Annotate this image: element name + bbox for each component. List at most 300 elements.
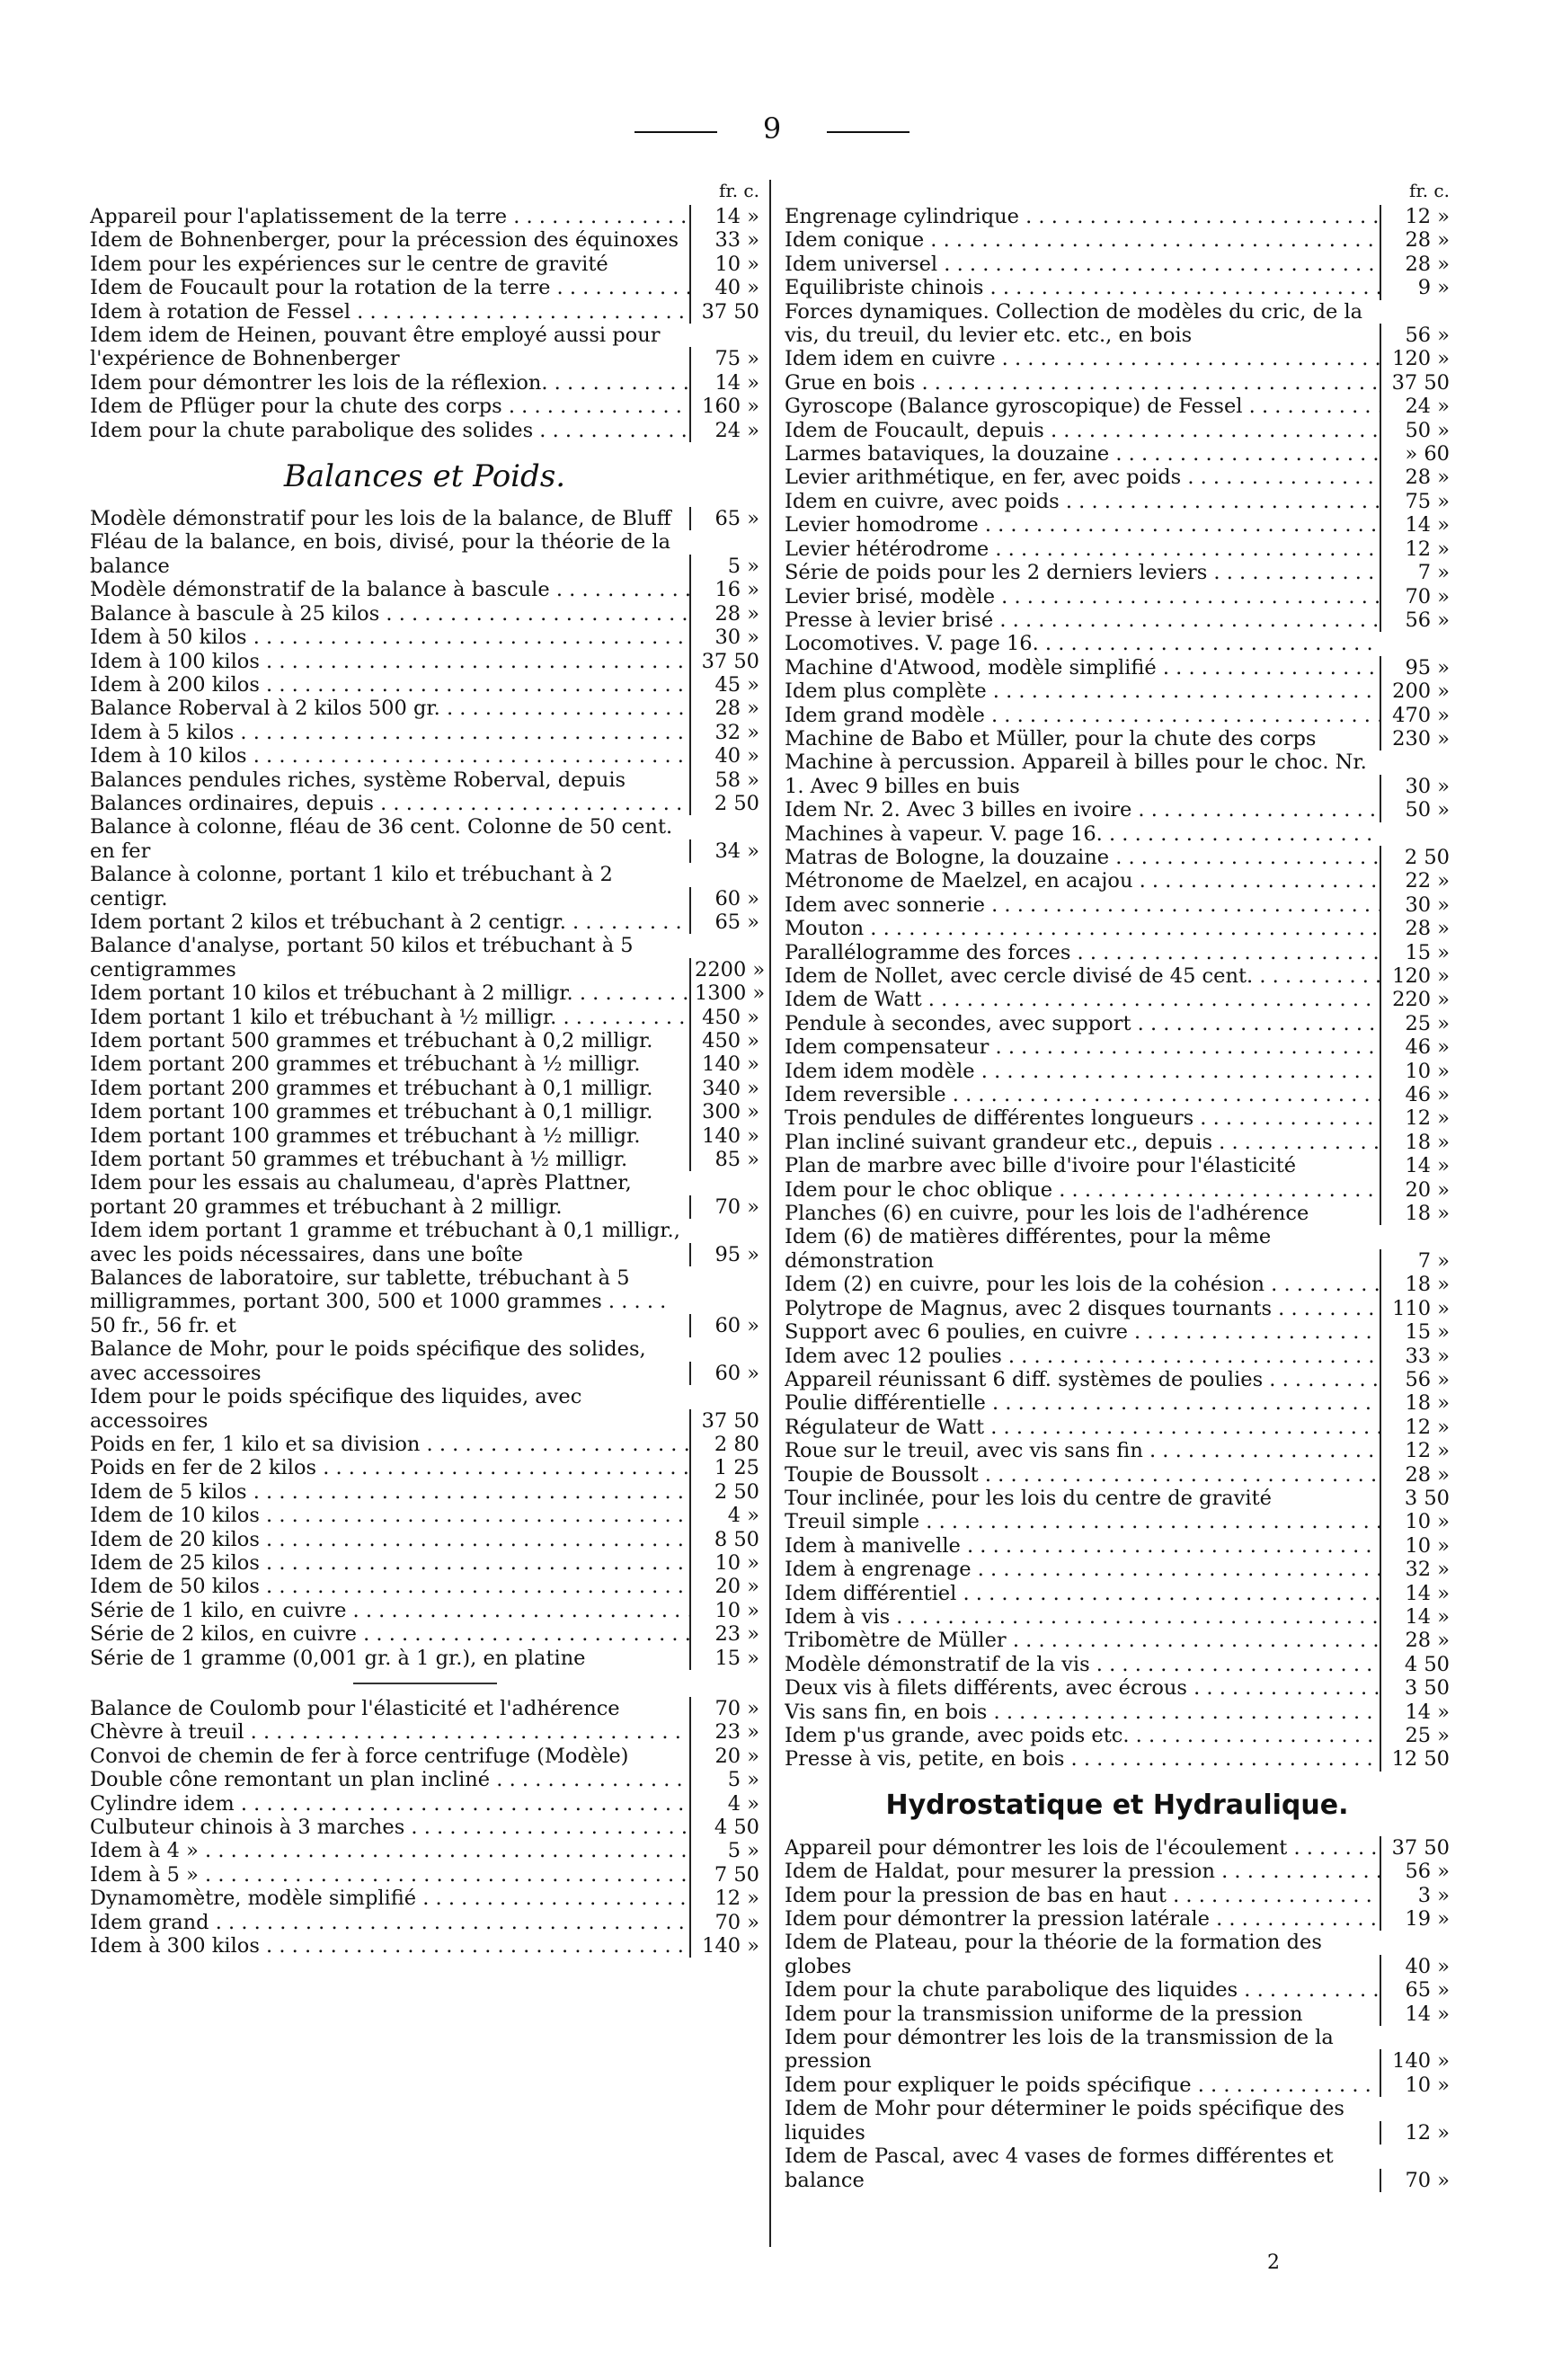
entry-price: 95 » [1380, 656, 1450, 679]
catalog-entry [90, 1219, 759, 1266]
entry-description: Idem à 4 » . . . [90, 1839, 689, 1862]
entry-description: Levier homodrome . . . [785, 513, 1380, 537]
entry-price: 24 » [1380, 395, 1450, 418]
entry-price: 28 » [689, 602, 759, 626]
catalog-entry [90, 1551, 759, 1575]
entry-price: 5 » [689, 1768, 759, 1791]
entry-description: Grue en bois . . . [785, 371, 1380, 395]
entry-description: Culbuteur chinois à 3 marches . . . [90, 1816, 689, 1839]
catalog-entry [90, 300, 759, 324]
entry-description: Idem grand modèle . . . [785, 704, 1380, 727]
entry-price: 46 » [1380, 1083, 1450, 1106]
catalog-entry [90, 1768, 759, 1791]
entry-description: Idem idem modèle . . . [785, 1060, 1380, 1083]
entry-price: 25 » [1380, 1724, 1450, 1747]
entry-price: 28 » [1380, 466, 1450, 489]
catalog-entry [90, 792, 759, 815]
entry-description: Planches (6) en cuivre, pour les lois de l'adhérence [785, 1202, 1309, 1226]
catalog-entry [785, 1297, 1450, 1320]
entry-price: 14 » [1380, 1154, 1450, 1177]
entry-price: 22 » [1380, 869, 1450, 892]
entry-price: 65 » [1380, 1978, 1450, 2002]
entry-description: Idem de 20 kilos . . . [90, 1528, 689, 1551]
entry-price: 56 » [1380, 608, 1450, 632]
entry-price: 37 50 [689, 650, 759, 673]
entry-price: 2200 » [689, 958, 759, 981]
entry-description: Idem à 200 kilos . . . [90, 673, 689, 697]
entry-description: Idem p'us grande, avec poids etc. . . . [785, 1724, 1380, 1747]
entry-description: Double cône remontant un plan incliné . . . [90, 1768, 689, 1791]
catalog-entry [785, 1154, 1450, 1177]
catalog-entry [785, 371, 1450, 395]
catalog-entry [90, 253, 759, 276]
catalog-entry [785, 893, 1450, 917]
catalog-entry [785, 1605, 1450, 1629]
entry-price: 45 » [689, 673, 759, 697]
catalog-entry [785, 205, 1450, 228]
catalog-entry [90, 276, 759, 299]
entry-description: Idem grand . . . [90, 1911, 689, 1934]
catalog-entry [90, 1504, 759, 1527]
entry-price: 12 » [1380, 1106, 1450, 1130]
catalog-entry [785, 1060, 1450, 1083]
entry-price: 2 80 [689, 1433, 759, 1456]
catalog-entry [785, 228, 1450, 252]
entry-price: 2 50 [689, 1480, 759, 1504]
entry-description: Appareil réunissant 6 diff. systèmes de poulies . . . [785, 1368, 1380, 1391]
entry-description: Idem pour le choc oblique . . . [785, 1178, 1380, 1202]
catalog-entry [90, 673, 759, 697]
entry-description: Modèle démonstratif de la vis . . . [785, 1653, 1380, 1676]
catalog-entry [90, 507, 759, 530]
entry-description: Idem plus complète . . . [785, 679, 1380, 703]
catalog-entry [785, 1860, 1450, 1883]
catalog-entry [785, 869, 1450, 892]
entry-price: 37 50 [689, 300, 759, 324]
entry-price: 37 50 [689, 1409, 759, 1433]
entry-description: Idem à vis . . . [785, 1605, 1380, 1629]
entries-group [90, 205, 759, 442]
entry-price: 340 » [689, 1077, 759, 1100]
catalog-entry [90, 1480, 759, 1504]
catalog-entry [90, 721, 759, 744]
entry-price: 32 » [1380, 1558, 1450, 1581]
entry-price: 25 » [1380, 1012, 1450, 1035]
entry-description: Machines à vapeur. V. page 16. . . . [785, 822, 1380, 846]
entry-description: Machine de Babo et Müller, pour la chute des corps [785, 726, 1317, 750]
entry-price: 20 » [689, 1745, 759, 1768]
entry-description: Idem de Foucault pour la rotation de la terre . . . [90, 276, 689, 299]
entry-description: Idem à 10 kilos . . . [90, 744, 689, 768]
catalog-entry [785, 941, 1450, 964]
catalog-entry [785, 1178, 1450, 1202]
catalog-entry [785, 1724, 1450, 1747]
entry-price: 18 » [1380, 1391, 1450, 1415]
entry-description: Idem à manivelle . . . [785, 1534, 1380, 1558]
entry-description: Presse à vis, petite, en bois . . . [785, 1747, 1380, 1771]
entry-description: Idem pour les expériences sur le centre de gravité [90, 252, 608, 276]
catalog-entry [90, 1100, 759, 1123]
catalog-entry [90, 744, 759, 768]
entry-description: Modèle démonstratif pour les lois de la balance, de Bluff [90, 507, 671, 531]
entry-price: 12 » [689, 1887, 759, 1910]
catalog-entry [90, 228, 759, 252]
entry-price: 28 » [689, 697, 759, 720]
entry-price: 23 » [689, 1622, 759, 1646]
entry-description: Machine d'Atwood, modèle simplifié . . . [785, 656, 1380, 679]
entry-description: Idem de Foucault, depuis . . . [785, 419, 1380, 442]
entry-price: 12 » [1380, 205, 1450, 228]
entry-price: 230 » [1380, 727, 1450, 750]
catalog-entry [90, 324, 759, 371]
catalog-entry [785, 1439, 1450, 1462]
entry-price: 1300 » [689, 981, 759, 1005]
catalog-entry [785, 846, 1450, 869]
entry-price: 12 » [1380, 1416, 1450, 1439]
entry-description: Idem à 50 kilos . . . [90, 626, 689, 649]
entry-price: 28 » [1380, 228, 1450, 252]
entry-description: Machine à percussion. Appareil à billes pour le choc. Nr. 1. Avec 9 billes en buis [785, 750, 1367, 798]
catalog-entry [90, 1720, 759, 1744]
catalog-entry [90, 1433, 759, 1456]
catalog-entry [785, 276, 1450, 299]
entry-price: 4 50 [1380, 1653, 1450, 1676]
entry-price: 65 » [689, 507, 759, 530]
entry-price: 23 » [689, 1720, 759, 1744]
entry-price: 12 » [1380, 537, 1450, 561]
catalog-entry [90, 650, 759, 673]
entry-price: 40 » [689, 276, 759, 299]
catalog-entry [90, 981, 766, 1006]
entry-price: 18 » [1380, 1131, 1450, 1154]
entry-price: 28 » [1380, 1629, 1450, 1652]
entry-price: 5 » [689, 1839, 759, 1862]
entry-description: Idem portant 100 grammes et trébuchant à 0,1 milligr. [90, 1100, 653, 1124]
catalog-entry [785, 798, 1450, 821]
entry-price: 140 » [689, 1934, 759, 1958]
entry-description: Levier brisé, modèle . . . [785, 585, 1380, 608]
entry-description: Idem de 10 kilos . . . [90, 1504, 689, 1527]
entry-price: 33 » [1380, 1345, 1450, 1368]
entry-price: 12 50 [1380, 1747, 1450, 1771]
entry-price: 4 » [689, 1504, 759, 1527]
entry-description: Idem portant 2 kilos et trébuchant à 2 centigr. . . . [90, 910, 689, 934]
catalog-entry [90, 1456, 759, 1479]
catalog-entry [785, 1884, 1450, 1907]
entry-price: 14 » [689, 205, 759, 228]
entry-price: » 60 [1380, 442, 1450, 466]
entry-price: 70 » [689, 1195, 759, 1219]
page-number-rule-right [827, 131, 910, 133]
entry-price: 70 » [689, 1697, 759, 1720]
entry-description: Idem reversible . . . [785, 1083, 1380, 1106]
entry-description: Idem de Pflüger pour la chute des corps . . . [90, 395, 689, 418]
catalog-entry [90, 697, 759, 720]
catalog-entry [785, 656, 1450, 679]
entry-price: 7 50 [689, 1863, 759, 1887]
entry-price: 58 » [689, 768, 759, 792]
catalog-entry [785, 1558, 1450, 1581]
entry-description: Balance d'analyse, portant 50 kilos et trébuchant à 5 centigrammes [90, 934, 634, 981]
catalog-entry [90, 1816, 759, 1839]
entries-group [90, 1697, 759, 1958]
catalog-entry [90, 1745, 759, 1768]
catalog-entry [785, 1035, 1450, 1059]
entry-description: Idem universel . . . [785, 253, 1380, 276]
entry-price: 140 » [689, 1124, 759, 1148]
catalog-entry [785, 1676, 1450, 1700]
catalog-entry [785, 1931, 1450, 1978]
catalog-entry [785, 1463, 1450, 1487]
entry-price: 160 » [689, 395, 759, 418]
entry-description: Idem portant 50 grammes et trébuchant à ½ milligr. [90, 1148, 628, 1172]
entry-description: Mouton . . . [785, 917, 1380, 940]
entry-description: Idem de Bohnenberger, pour la précession des équinoxes [90, 228, 679, 253]
catalog-entry [785, 1083, 1450, 1106]
entry-description: Equilibriste chinois . . . [785, 276, 1380, 299]
catalog-entry [90, 1385, 759, 1433]
catalog-entry [90, 1839, 759, 1862]
catalog-entry [90, 626, 759, 649]
catalog-entry [90, 1124, 759, 1148]
catalog-entry [785, 704, 1450, 727]
entry-description: Série de 1 kilo, en cuivre . . . [90, 1599, 689, 1622]
entry-price: 15 » [1380, 941, 1450, 964]
catalog-entry [785, 2026, 1450, 2074]
entry-description: Idem idem en cuivre . . . [785, 347, 1380, 370]
entry-price: 28 » [1380, 253, 1450, 276]
catalog-entry [90, 1575, 759, 1598]
entry-description: Idem de Mohr pour déterminer le poids spécifique des liquides [785, 2097, 1344, 2145]
entry-price: 140 » [1380, 2049, 1450, 2073]
entry-price: 8 50 [689, 1528, 759, 1551]
entry-price: 110 » [1380, 1297, 1450, 1320]
catalog-entry [785, 1653, 1450, 1676]
entry-description: Balances pendules riches, système Roberval, depuis [90, 768, 626, 792]
entry-description: Idem avec 12 poulies . . . [785, 1345, 1380, 1368]
catalog-entry [785, 1534, 1450, 1558]
currency-header: fr. c. [1408, 180, 1450, 201]
entry-description: Métronome de Maelzel, en acajou . . . [785, 869, 1380, 892]
entry-price: 50 » [1380, 419, 1450, 442]
catalog-entry [90, 602, 759, 626]
entry-price: 60 » [689, 1314, 759, 1337]
entry-price: 16 » [689, 578, 759, 601]
catalog-entry [785, 750, 1450, 798]
catalog-entry [785, 1106, 1450, 1130]
catalog-entry [785, 1391, 1450, 1415]
catalog-entry [785, 1978, 1450, 2002]
section-heading-balances: Balances et Poids. [283, 458, 566, 495]
entry-description: Balances de laboratoire, sur tablette, trébuchant à 5 milligrammes, portant 300, 500 et 1000 grammes . . . . . 50 fr., 56 fr. et [90, 1266, 667, 1337]
signature-mark: 2 [1267, 2251, 1280, 2274]
catalog-entry [90, 1911, 759, 1934]
catalog-entry [785, 395, 1450, 418]
catalog-entry [90, 1148, 759, 1171]
entry-description: Balances ordinaires, depuis . . . [90, 792, 689, 815]
entry-price: 10 » [1380, 1060, 1450, 1083]
entry-price: 140 » [689, 1052, 759, 1076]
entry-description: Vis sans fin, en bois . . . [785, 1701, 1380, 1724]
catalog-entry [785, 988, 1450, 1011]
catalog-entry [90, 815, 759, 863]
column-divider [769, 180, 771, 2247]
entry-description: Idem portant 10 kilos et trébuchant à 2 milligr. . . . [90, 981, 689, 1005]
entry-price: 75 » [1380, 490, 1450, 513]
entry-description: Série de poids pour les 2 derniers leviers . . . [785, 561, 1380, 584]
entry-description: Série de 2 kilos, en cuivre . . . [90, 1622, 689, 1646]
catalog-entry [785, 1510, 1450, 1533]
entry-description: Idem pour la transmission uniforme de la pression [785, 2002, 1303, 2026]
catalog-entry [90, 1599, 759, 1622]
entry-description: Idem à 5 » . . . [90, 1863, 689, 1887]
catalog-entry [90, 1077, 759, 1100]
entry-description: Roue sur le treuil, avec vis sans fin . . . [785, 1439, 1380, 1462]
entry-price: 14 » [689, 371, 759, 395]
entry-description: Support avec 6 poulies, en cuivre . . . [785, 1320, 1380, 1344]
catalog-entry [785, 727, 1450, 750]
entry-price: 14 » [1380, 1701, 1450, 1724]
entry-description: Idem à engrenage . . . [785, 1558, 1380, 1581]
catalog-entry [90, 1887, 759, 1910]
entry-description: Levier arithmétique, en fer, avec poids . . . [785, 466, 1380, 489]
catalog-entry [785, 1273, 1450, 1296]
entry-description: Idem compensateur . . . [785, 1035, 1380, 1059]
entry-description: Cylindre idem . . . [90, 1792, 689, 1816]
catalog-entry [785, 442, 1450, 466]
catalog-entry [785, 1487, 1450, 1510]
entry-price: 2 50 [689, 792, 759, 815]
entry-price: 70 » [689, 1911, 759, 1934]
catalog-entry [90, 1863, 759, 1887]
catalog-entry [90, 1171, 759, 1219]
entry-price: 24 » [689, 419, 759, 442]
entry-price: 4 50 [689, 1816, 759, 1839]
entry-description: Idem portant 100 grammes et trébuchant à ½ milligr. [90, 1123, 641, 1148]
entry-description: Idem de 50 kilos . . . [90, 1575, 689, 1598]
entry-description: Idem à rotation de Fessel . . . [90, 300, 689, 324]
catalog-entry [785, 1701, 1450, 1724]
entry-description: Idem avec sonnerie . . . [785, 893, 1380, 917]
entry-description: Forces dynamiques. Collection de modèles du cric, de la vis, du treuil, du levier etc. etc., en bois [785, 299, 1363, 348]
catalog-entry [90, 1697, 759, 1720]
catalog-entry [785, 1907, 1450, 1931]
entry-description: Idem de Haldat, pour mesurer la pression . . . [785, 1860, 1380, 1883]
entry-description: Tour inclinée, pour les lois du centre de gravité [785, 1486, 1272, 1510]
entry-price: 34 » [689, 839, 759, 863]
entry-description: Poulie différentielle . . . [785, 1391, 1380, 1415]
entry-price: 10 » [689, 1599, 759, 1622]
entry-description: Idem de Pascal, avec 4 vases de formes différentes et balance [785, 2145, 1334, 2192]
catalog-entry [90, 578, 759, 601]
entry-price: 70 » [1380, 2169, 1450, 2192]
entry-description: Balance à colonne, fléau de 36 cent. Colonne de 50 cent. en fer [90, 815, 673, 863]
entries-group [785, 1836, 1450, 2192]
entry-description: Idem pour la pression de bas en haut . . . [785, 1884, 1380, 1907]
entry-description: Idem pour démontrer la pression latérale . . . [785, 1907, 1380, 1931]
entry-description: Idem pour expliquer le poids spécifique . . . [785, 2074, 1380, 2097]
entry-price: 12 » [1380, 1439, 1450, 1462]
catalog-entry [785, 2003, 1450, 2026]
catalog-entry [90, 371, 759, 395]
entry-price: 450 » [689, 1029, 759, 1052]
entry-price: 5 » [689, 555, 759, 578]
entry-price: 60 » [689, 1362, 759, 1385]
entry-price: 3 » [1380, 1884, 1450, 1907]
entry-price: 10 » [1380, 1534, 1450, 1558]
entry-price: 56 » [1380, 1860, 1450, 1883]
catalog-entry [785, 1836, 1450, 1860]
catalog-entry [90, 1029, 759, 1052]
catalog-entry [90, 910, 759, 934]
entry-description: Fléau de la balance, en bois, divisé, pour la théorie de la balance [90, 530, 670, 578]
entry-description: Balance à colonne, portant 1 kilo et trébuchant à 2 centigr. [90, 863, 613, 910]
entry-price: 56 » [1380, 324, 1450, 347]
entry-description: Tribomètre de Müller . . . [785, 1629, 1380, 1652]
catalog-entry [785, 1012, 1450, 1035]
entry-price: 46 » [1380, 1035, 1450, 1059]
entry-price: 200 » [1380, 679, 1450, 703]
catalog-entry [785, 347, 1450, 370]
entry-description: Modèle démonstratif de la balance à bascule . . . [90, 578, 689, 601]
entry-description: Balance à bascule à 25 kilos . . . [90, 602, 689, 626]
catalog-entry [785, 2097, 1450, 2145]
entry-description: Plan de marbre avec bille d'ivoire pour l'élasticité [785, 1154, 1297, 1178]
entry-price: 10 » [689, 1551, 759, 1575]
entry-price: 19 » [1380, 1907, 1450, 1931]
entry-price: 7 » [1380, 561, 1450, 584]
entry-description: Appareil pour démontrer les lois de l'écoulement . . . [785, 1836, 1380, 1860]
entry-description: Chèvre à treuil . . . [90, 1720, 689, 1744]
entry-description: Idem portant 1 kilo et trébuchant à ½ milligr. . . . [90, 1006, 689, 1029]
catalog-entry [90, 768, 759, 792]
entry-description: Régulateur de Watt . . . [785, 1416, 1380, 1439]
entry-price: 18 » [1380, 1273, 1450, 1296]
separator-rule [353, 1683, 497, 1684]
entry-price: 37 50 [1380, 1836, 1450, 1860]
catalog-entry [785, 822, 1450, 846]
catalog-entry [785, 253, 1450, 276]
entry-price: 120 » [1380, 964, 1450, 988]
entry-description: Idem idem portant 1 gramme et trébuchant à 0,1 milligr., avec les poids nécessaires, dans une boîte [90, 1219, 680, 1266]
entry-price: 1 25 [689, 1456, 759, 1479]
entry-price: 12 » [1380, 2121, 1450, 2145]
entry-price: 60 » [689, 887, 759, 910]
catalog-entry [90, 1052, 759, 1076]
catalog-entry [785, 561, 1450, 584]
entries-group [90, 507, 766, 1670]
entry-price: 50 » [1380, 798, 1450, 821]
entry-price: 28 » [1380, 1463, 1450, 1487]
catalog-entry [785, 1225, 1450, 1273]
entry-description: Idem à 300 kilos . . . [90, 1934, 689, 1958]
entry-price: 37 50 [1380, 371, 1450, 395]
entry-description: Idem à 5 kilos . . . [90, 721, 689, 744]
catalog-entry [785, 466, 1450, 489]
entry-price: 20 » [1380, 1178, 1450, 1202]
catalog-entry [785, 1368, 1450, 1391]
catalog-entry [785, 537, 1450, 561]
entry-price: 33 » [689, 228, 759, 252]
catalog-entry [785, 608, 1450, 632]
entry-description: Idem pour la chute parabolique des liquides . . . [785, 1978, 1380, 2002]
catalog-entry [90, 1934, 759, 1958]
entry-description: Balance de Mohr, pour le poids spécifique des solides, avec accessoires [90, 1337, 646, 1385]
entry-price: 220 » [1380, 988, 1450, 1011]
page-number: 9 [762, 111, 782, 146]
catalog-entry [785, 1582, 1450, 1605]
entry-price: 30 » [1380, 893, 1450, 917]
